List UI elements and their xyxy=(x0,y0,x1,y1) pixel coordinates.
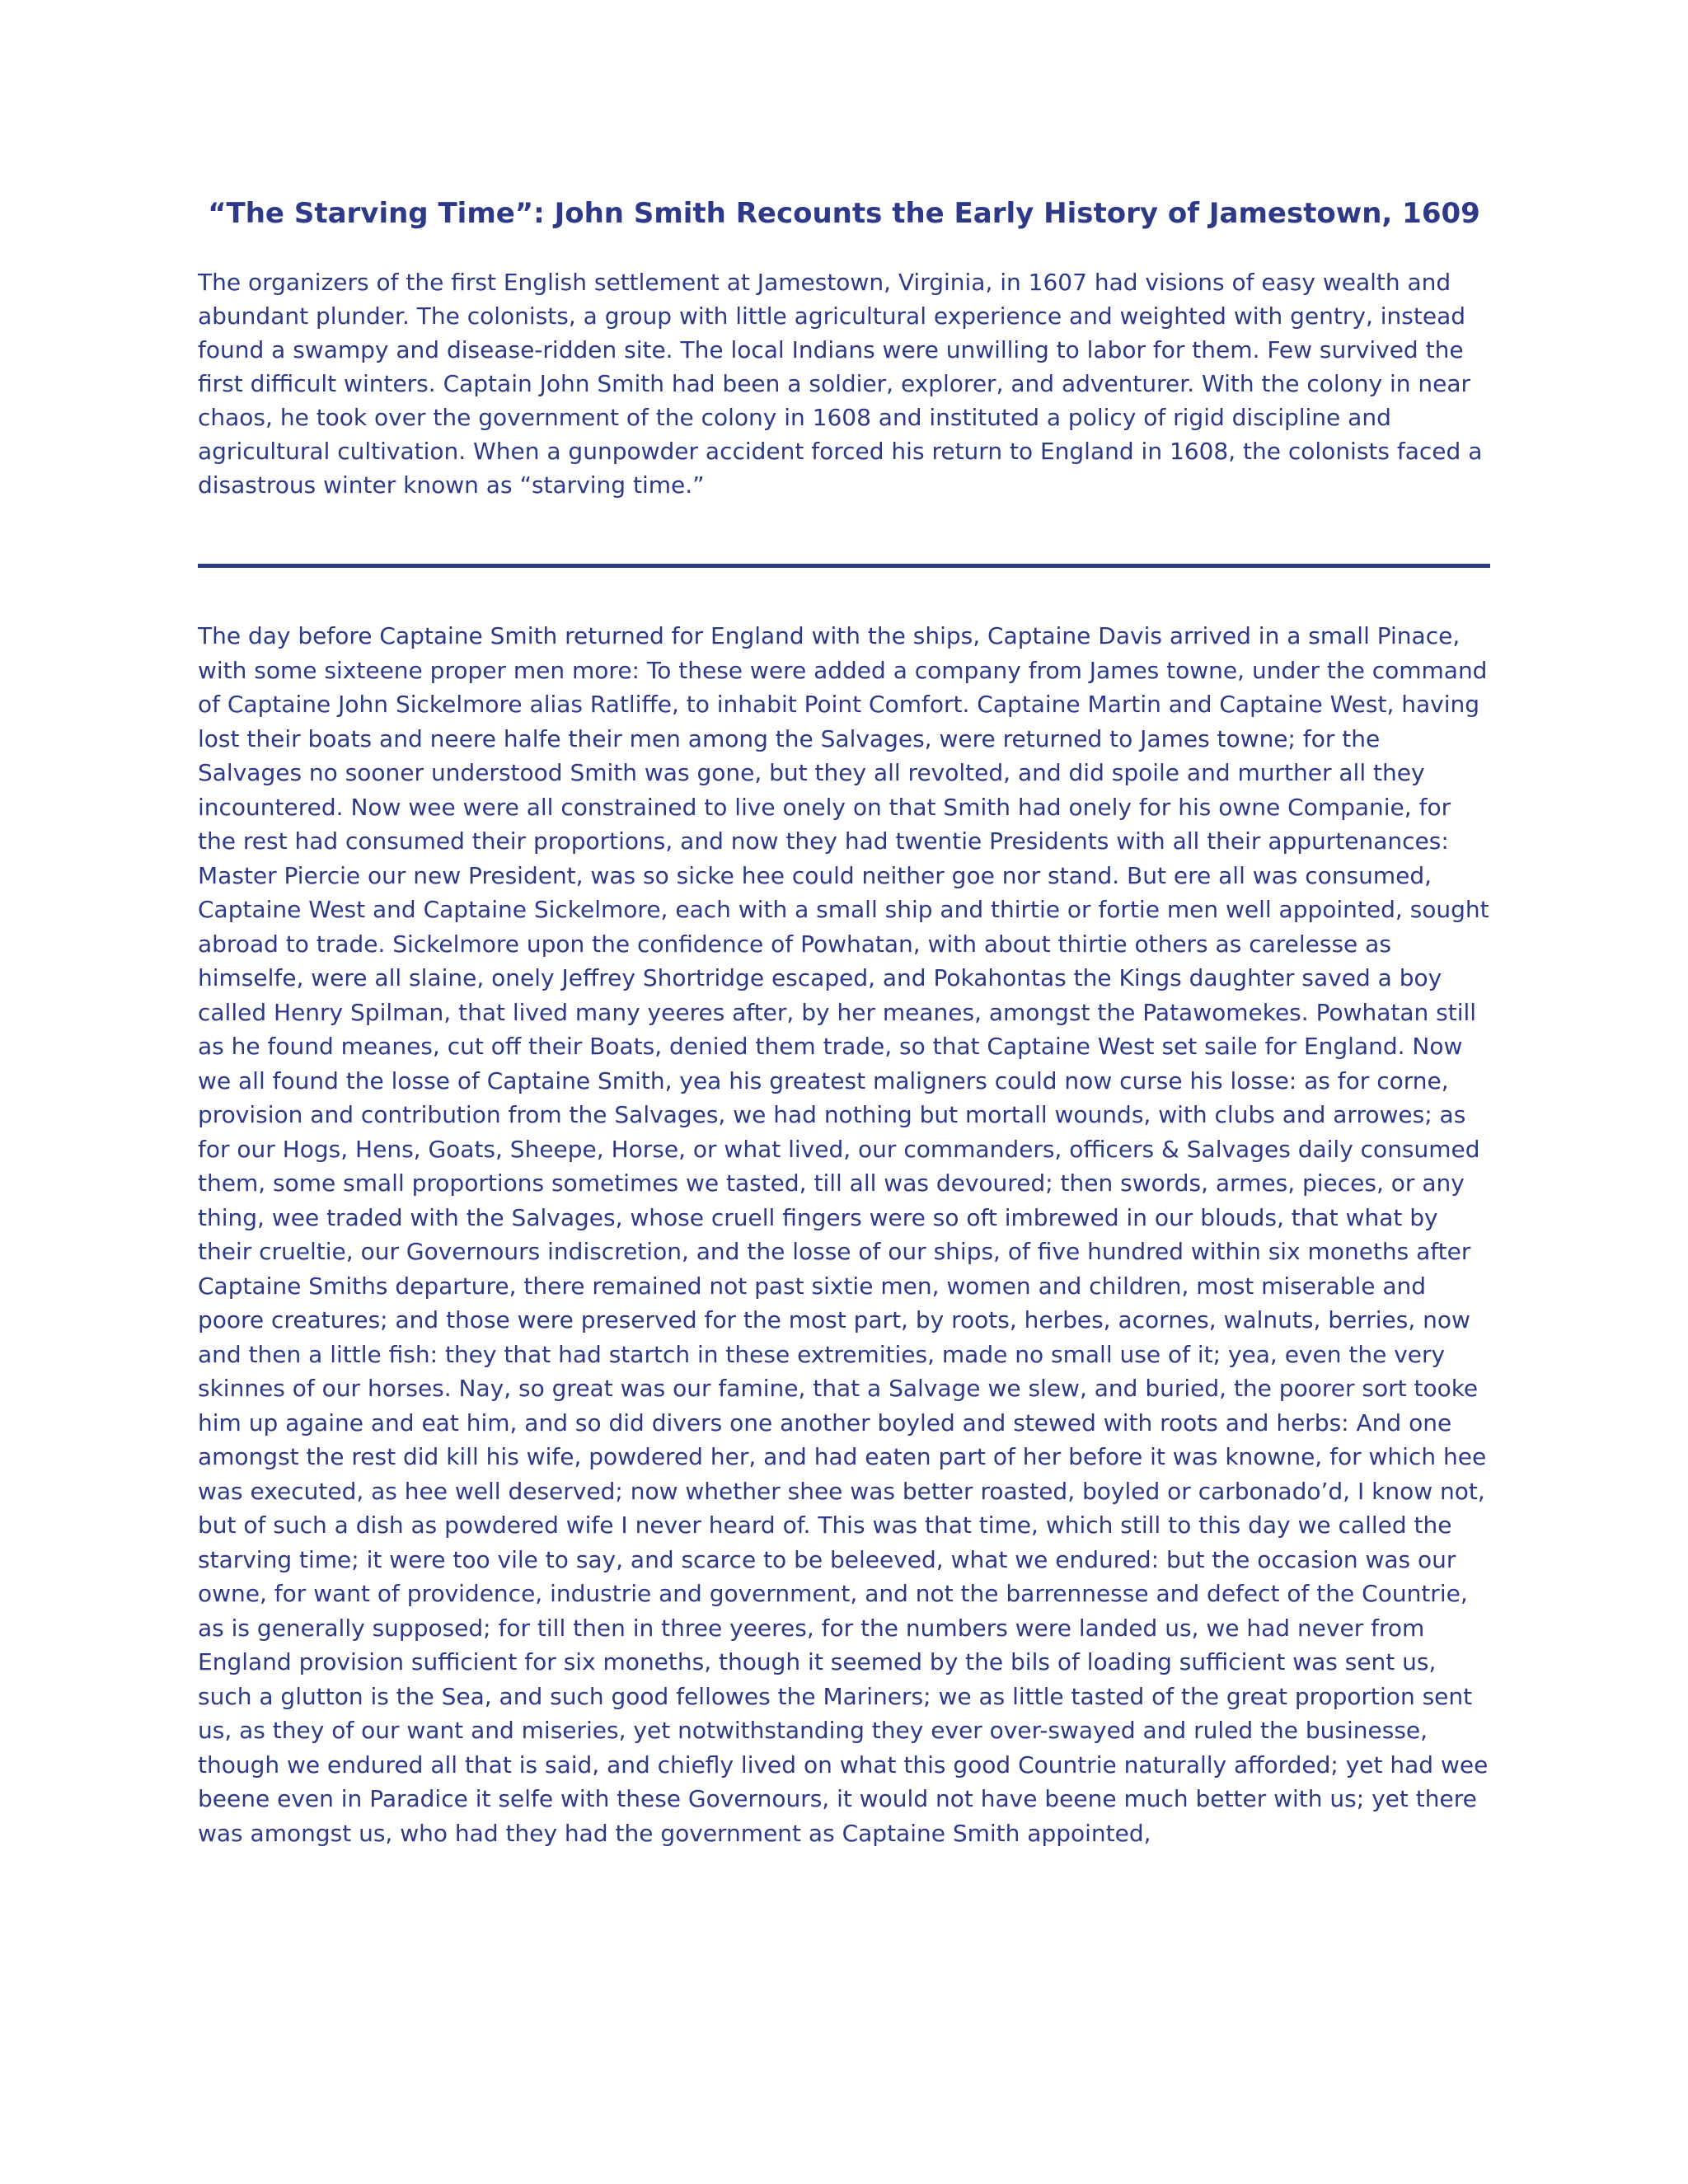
body-paragraph: The day before Captaine Smith returned for England with the ships, Captaine Davis arrived in a small Pinace, with some sixteene proper men more: To these were added a company from James towne, under the command of Captaine John Sickelmore alias Ratliffe, to inhabit Point Comfort. Captaine Martin and Captaine West, having lost their boats and neere halfe their men among the Salvages, were returned to James towne; for the Salvages no sooner understood Smith was gone, but they all revolted, and did spoile and murther all they incountered. Now wee were all constrained to live onely on that Smith had onely for his owne Companie, for the rest had consumed their proportions, and now they had twentie Presidents with all their appurtenances: Master Piercie our new President, was so sicke hee could neither goe nor stand. But ere all was consumed, Captaine West and Captaine Sickelmore, each with a small ship and thirtie or fortie men well appointed, sought abroad to trade. Sickelmore upon the confidence of Powhatan, with about thirtie others as carelesse as himselfe, were all slaine, onely Jeffrey Shortridge escaped, and Pokahontas the Kings daughter saved a boy called Henry Spilman, that lived many yeeres after, by her meanes, amongst the Patawomekes. Powhatan still as he found meanes, cut off their Boats, denied them trade, so that Captaine West set saile for England. Now we all found the losse of Captaine Smith, yea his greatest maligners could now curse his losse: as for corne, provision and contribution from the Salvages, we had nothing but mortall wounds, with clubs and arrowes; as for our Hogs, Hens, Goats, Sheepe, Horse, or what lived, our commanders, officers & Salvages daily consumed them, some small proportions sometimes we tasted, till all was devoured; then swords, armes, pieces, or any thing, wee traded with the Salvages, whose cruell fingers were so oft imbrewed in our blouds, that what by their crueltie, our Governours indiscretion, and the losse of our ships, of five hundred within six moneths after Captaine Smiths departure, there remained not past sixtie men, women and children, most miserable and poore creatures; and those were preserved for the most part, by roots, herbes, acornes, walnuts, berries, now and then a little fish: they that had startch in these extremities, made no small use of it; yea, even the very skinnes of our horses. Nay, so great was our famine, that a Salvage we slew, and buried, the poorer sort tooke him up againe and eat him, and so did divers one another boyled and stewed with roots and herbs: And one amongst the rest did kill his wife, powdered her, and had eaten part of her before it was knowne, for which hee was executed, as hee well deserved; now whether shee was better roasted, boyled or carbonado’d, I know not, but of such a dish as powdered wife I never heard of. This was that time, which still to this day we called the starving time; it were too vile to say, and scarce to be beleeved, what we endured: but the occasion was our owne, for want of providence, industrie and government, and not the barrennesse and defect of the Countrie, as is generally supposed; for till then in three yeeres, for the numbers were landed us, we had never from England provision sufficient for six moneths, though it seemed by the bils of loading sufficient was sent us, such a glutton is the Sea, and such good fellowes the Mariners; we as little tasted of the great proportion sent us, as they of our want and miseries, yet notwithstanding they ever over-swayed and ruled the businesse, though we endured all that is said, and chiefly lived on what this good Countrie naturally afforded; yet had wee beene even in Paradice it selfe with these Governours, it would not have beene much better with us; yet there was amongst us, who had they had the government as Captaine Smith appointed, xyxy=(198,622,1489,1847)
document-page xyxy=(198,196,1490,1850)
document-title: “The Starving Time”: John Smith Recounts the Early History of Jamestown, 1609 xyxy=(208,197,1480,230)
intro-paragraph: The organizers of the first English settlement at Jamestown, Virginia, in 1607 had visions of easy wealth and abundant plunder. The colonists, a group with little agricultural experience and weighted with gentry, instead found a swampy and disease-ridden site. The local Indians were unwilling to labor for them. Few survived the first difficult winters. Captain John Smith had been a soldier, explorer, and adventurer. With the colony in near chaos, he took over the government of the colony in 1608 and instituted a policy of rigid discipline and agricultural cultivation. When a gunpowder accident forced his return to England in 1608, the colonists faced a disastrous winter known as “starving time.” xyxy=(198,269,1483,499)
section-divider xyxy=(198,564,1490,568)
